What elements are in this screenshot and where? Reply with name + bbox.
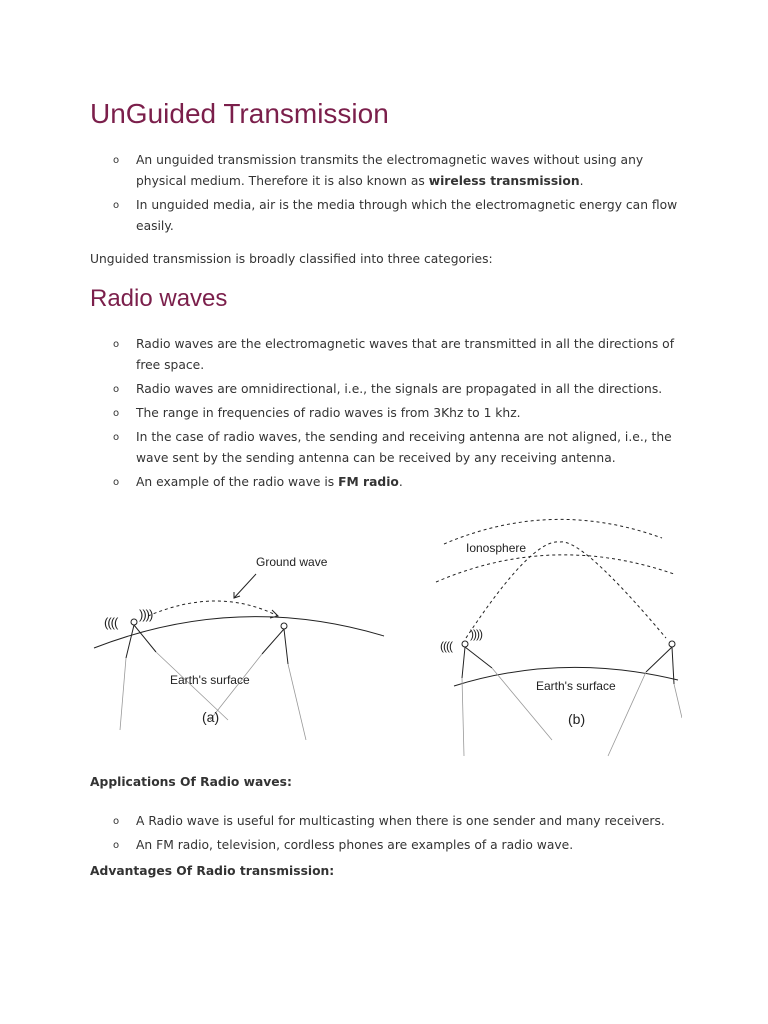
bullet-marker: o [113,339,120,350]
svg-text:)))): )))) [470,627,482,641]
list-item [0,472,768,493]
bullet-text: An example of the radio wave is [136,475,339,489]
sky-wave-diagram [432,508,682,758]
list-item [0,334,768,376]
ground-wave-diagram [88,540,388,740]
figure-b-label: (b) [568,711,586,727]
left-antenna-icon [440,627,492,678]
bullet-bold-text: FM radio [338,475,399,489]
applications-bullet-list [0,811,768,856]
radio-waves-bullet-list [0,334,768,493]
advantages-heading: Advantages Of Radio transmission: [90,864,335,878]
bullet-bold-text: wireless transmission [428,174,580,188]
svg-text:((((: (((( [440,639,452,653]
bullet-marker: o [113,477,120,488]
bullet-marker: o [113,408,120,419]
bullet-text: The range in frequencies of radio waves is from 3Khz to 1 khz. [136,406,521,420]
pointer-arrow-icon [234,574,256,598]
ground-wave-label: Ground wave [256,555,328,569]
list-item [0,427,768,469]
bullet-marker: o [113,384,120,395]
bullet-text-end: . [579,174,584,188]
figure-a-label: (a) [202,709,220,725]
list-item [0,403,768,424]
bullet-text: Radio waves are omnidirectional, i.e., the signals are propagated in all the directions. [136,382,663,396]
bullet-marker: o [113,816,120,827]
page-title: UnGuided Transmission [90,98,389,129]
bullet-marker: o [113,155,120,166]
svg-text:((((: (((( [104,615,118,630]
list-item [0,379,768,400]
bullet-text: In the case of radio waves, the sending and receiving antenna are not aligned, i.e., the wave sent by the sending antenna can be received by any receiving antenna. [136,430,672,465]
bullet-text-end: . [398,475,403,489]
svg-text:)))): )))) [139,607,153,622]
ground-wave-arc [148,601,278,616]
sky-wave-path [466,542,666,638]
bullet-text: An unguided transmission transmits the electromagnetic waves without using any physical medium. Therefore it is also known as [136,153,644,188]
left-antenna-icon [104,607,156,658]
categories-paragraph: Unguided transmission is broadly classified into three categories: [90,252,493,266]
bullet-text: A Radio wave is useful for multicasting when there is one sender and many receivers. [136,814,665,828]
earth-surface-label-b: Earth's surface [536,679,616,693]
earth-surface-label-a: Earth's surface [170,673,250,687]
bullet-marker: o [113,840,120,851]
bullet-marker: o [113,432,120,443]
bullet-text: Radio waves are the electromagnetic waves that are transmitted in all the directions of free space. [136,337,675,372]
bullet-text: An FM radio, television, cordless phones are examples of a radio wave. [136,838,574,852]
list-item [0,811,768,832]
applications-heading: Applications Of Radio waves: [90,775,292,789]
unguided-bullet-list [0,150,768,237]
bullet-text: In unguided media, air is the media through which the electromagnetic energy can flow easily. [136,198,678,233]
ground-rays [120,652,306,740]
ionosphere-lower-arc [436,555,674,582]
list-item [0,195,768,237]
ionosphere-label: Ionosphere [466,541,527,555]
earth-surface-curve [94,617,384,648]
list-item [0,150,768,192]
right-antenna-icon [646,641,675,684]
list-item [0,835,768,856]
radio-waves-heading: Radio waves [90,285,228,312]
right-antenna-icon [262,623,288,664]
bullet-marker: o [113,200,120,211]
